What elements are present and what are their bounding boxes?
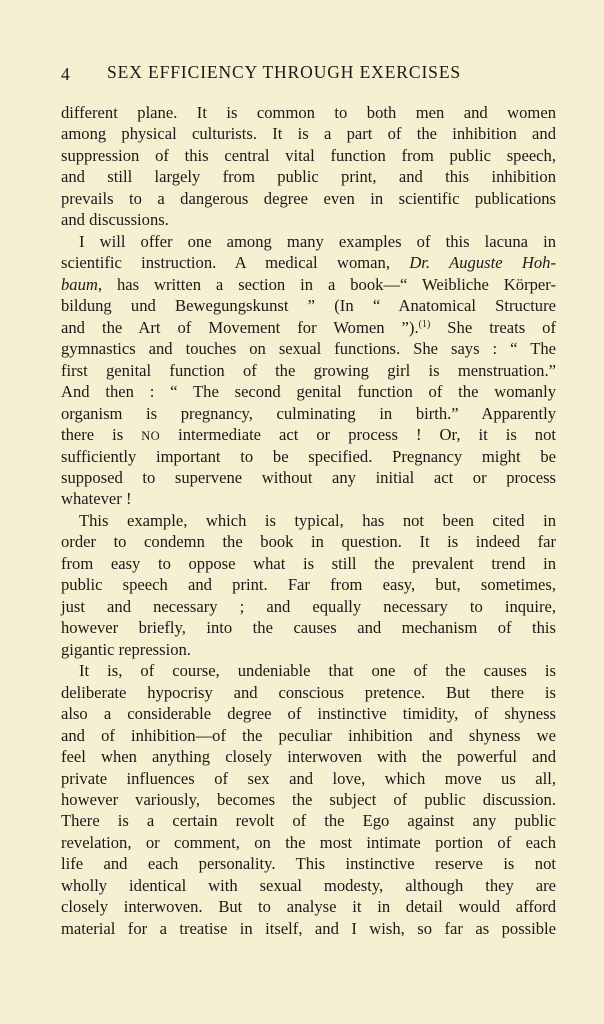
running-head: SEX EFFICIENCY THROUGH EXERCISES: [107, 62, 462, 82]
text-line: and discussions.: [61, 210, 169, 230]
text-line: public speech and print. Far from easy, but, sometimes,: [61, 575, 556, 595]
text-line: feel when anything closely interwoven with the powerful and: [61, 747, 556, 767]
text-run: She treats of: [430, 317, 556, 337]
text-line: order to condemn the book in question. It is indeed far: [61, 532, 556, 552]
text-line: gigantic repression.: [61, 639, 191, 659]
text-line: [61, 424, 556, 445]
text-line: different plane. It is common to both men and women: [61, 103, 556, 122]
text-run: there is: [61, 425, 142, 445]
text-line: and still largely from public print, and this inhibition: [61, 167, 556, 187]
text-line: revelation, or comment, on the most intimate portion of each: [61, 832, 556, 852]
text-line: This example, which is typical, has not been cited in: [79, 510, 556, 530]
text-line: also a considerable degree of instinctive timidity, of shyness: [61, 704, 556, 724]
text-line: among physical culturists. It is a part of the inhibition and: [61, 124, 556, 144]
page-header: [61, 62, 556, 88]
author-name-continued: baum,: [61, 274, 103, 294]
text-line: There is a certain revolt of the Ego against any public: [61, 811, 556, 831]
text-line: And then : “ The second genital function of the womanly: [61, 382, 556, 402]
text-line: [61, 317, 556, 338]
text-line: I will offer one among many examples of this lacuna in: [79, 231, 556, 251]
text-line: from easy to oppose what is still the prevalent trend in: [61, 553, 556, 573]
text-line: [61, 252, 556, 273]
text-line: and of inhibition—of the peculiar inhibition and shyness we: [61, 725, 556, 745]
body-text: [61, 102, 556, 939]
text-run: has written a section in a book—“ Weibliche Körper-: [102, 274, 556, 294]
text-line: bildung und Bewegungskunst ” (In “ Anatomical Structure: [61, 296, 556, 316]
text-line: prevails to a dangerous degree even in scientific publications: [61, 188, 556, 208]
small-caps-word: NO: [141, 429, 161, 444]
text-line: supposed to supervene without any initial act or process: [61, 467, 556, 487]
text-line: material for a treatise in itself, and I wish, so far as possible: [61, 918, 556, 938]
footnote-marker: (1): [418, 318, 431, 330]
text-line: sufficiently important to be specified. Pregnancy might be: [61, 446, 556, 466]
text-line: private influences of sex and love, which move us all,: [61, 768, 556, 788]
text-line: whatever !: [61, 489, 132, 509]
text-line: life and each personality. This instinctive reserve is not: [61, 854, 556, 874]
text-line: organism is pregnancy, culminating in birth.” Apparently: [61, 403, 556, 423]
text-line: It is, of course, undeniable that one of the causes is: [79, 661, 556, 681]
author-name: Dr. Auguste Hoh-: [409, 253, 557, 273]
text-line: closely interwoven. But to analyse it in detail would afford: [61, 897, 556, 917]
text-run: scientific instruction. A medical woman,: [61, 253, 410, 273]
text-line: deliberate hypocrisy and conscious pretence. But there is: [61, 682, 556, 702]
text-line: just and necessary ; and equally necessary to inquire,: [61, 596, 556, 616]
text-line: however variously, becomes the subject of public discussion.: [61, 790, 556, 809]
text-line: wholly identical with sexual modesty, although they are: [61, 875, 556, 895]
text-run: intermediate act or process ! Or, it is not: [160, 425, 556, 445]
text-line: suppression of this central vital function from public speech,: [61, 145, 556, 165]
text-run: and the Art of Movement for Women ”).: [61, 317, 419, 337]
text-line: gymnastics and touches on sexual functions. She says : “ The: [61, 339, 556, 359]
text-line: first genital function of the growing girl is menstruation.”: [61, 360, 556, 380]
page-number: 4: [61, 64, 71, 84]
text-line: however briefly, into the causes and mechanism of this: [61, 618, 556, 638]
text-line: [61, 274, 556, 295]
